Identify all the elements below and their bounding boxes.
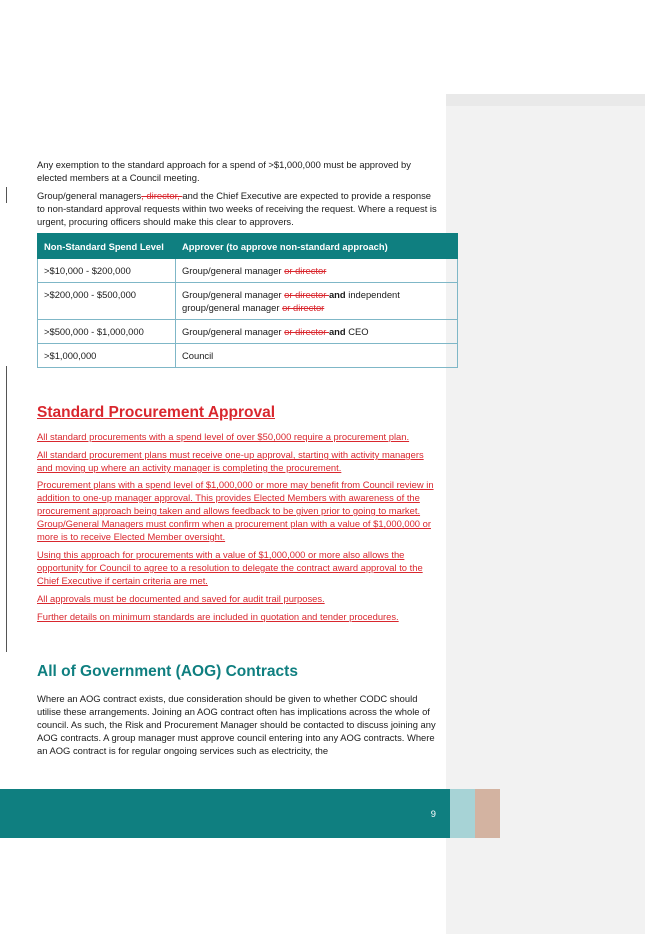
spend-level-cell: >$10,000 - $200,000: [38, 259, 176, 283]
change-bar: [6, 366, 7, 434]
aog-heading: All of Government (AOG) Contracts: [37, 663, 298, 680]
approval-table: [37, 233, 458, 368]
column-header: Approver (to approve non-standard approach): [176, 234, 458, 259]
table-row: [38, 344, 458, 368]
standard-procurement-heading: Standard Procurement Approval: [37, 404, 276, 421]
page-footer-band: [0, 789, 450, 838]
approver-cell: Group/general manager or director and independent group/general manager or director: [176, 283, 458, 320]
approver-cell: Council: [176, 344, 458, 368]
footer-accent-tan: [475, 789, 500, 838]
deleted-text: , director,: [141, 190, 183, 201]
inserted-paragraph: Using this approach for procurements with a value of $1,000,000 or more also allows the opportunity for Council to agree to a resolution to delegate the contract award approval to the Chief Executive if certain criteria are met.: [37, 549, 423, 586]
aog-paragraph: Where an AOG contract exists, due consideration should be given to whether CODC should utilise these arrangements. Joining an AOG contract often has implications across the whole of council. As such, the Risk and Procurement Manager should be contacted to discuss joining any AOG contracts. A group manager must approve council entering into any AOG contracts. Where an AOG contract is for regular ongoing services such as electricity, the: [37, 693, 436, 756]
table-header-row: [38, 234, 458, 259]
spend-level-cell: >$500,000 - $1,000,000: [38, 320, 176, 344]
approver-cell: Group/general manager or director and CEO: [176, 320, 458, 344]
approver-cell: Group/general manager or director: [176, 259, 458, 283]
table-row: [38, 283, 458, 320]
table-row: [38, 320, 458, 344]
comment-pane-header: [446, 94, 645, 106]
inserted-paragraph: All standard procurements with a spend level of over $50,000 require a procurement plan.: [37, 431, 410, 442]
inserted-paragraph: Procurement plans with a spend level of $1,000,000 or more may benefit from Council review in addition to one-up manager approval. This provides Elected Members with awareness of the procurement approach being taken and allows feedback to be given prior to going to market. Group/General Managers must confirm when a procurement plan with a value of $1,000,000 or more is to receive Elected Member oversight.: [37, 479, 434, 542]
footer-accent-blue: [450, 789, 475, 838]
change-bar: [6, 434, 7, 652]
table-row: [38, 259, 458, 283]
exemption-paragraph: Any exemption to the standard approach for a spend of >$1,000,000 must be approved by elected members at a Council meeting.: [37, 159, 411, 183]
column-header: Non-Standard Spend Level: [38, 234, 176, 259]
approval-timing-paragraph: Group/general managers, director, and the Chief Executive are expected to provide a response to non-standard approval requests within two weeks of receiving the request. Where a request is urgent, procuring officers should make this clear to approvers.: [37, 190, 437, 227]
page-number: 9: [430, 808, 436, 819]
spend-level-cell: >$200,000 - $500,000: [38, 283, 176, 320]
change-bar: [6, 187, 7, 203]
inserted-paragraph: All standard procurement plans must receive one-up approval, starting with activity managers and moving up where an activity manager is completing the procurement.: [37, 449, 424, 473]
inserted-paragraph: Further details on minimum standards are included in quotation and tender procedures.: [37, 611, 399, 622]
inserted-paragraph: All approvals must be documented and saved for audit trail purposes.: [37, 593, 325, 604]
spend-level-cell: >$1,000,000: [38, 344, 176, 368]
